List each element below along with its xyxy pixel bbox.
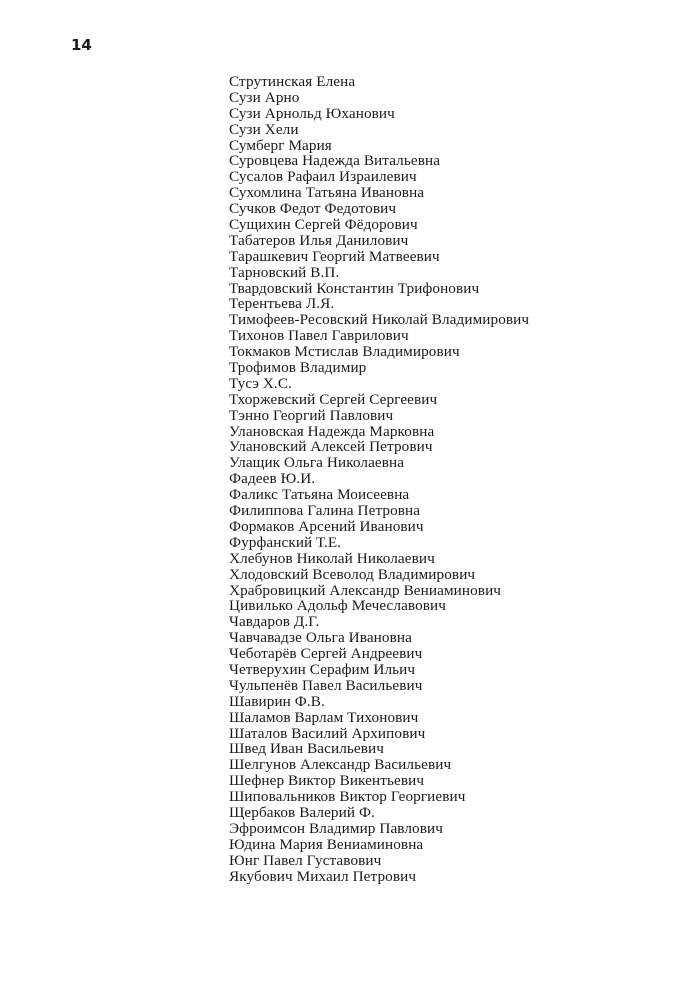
name-entry: Сумберг Мария — [229, 136, 332, 154]
name-entry: Храбровицкий Александр Вениаминович — [229, 581, 502, 599]
name-entry: Чеботарёв Сергей Андреевич — [229, 645, 423, 663]
name-entry: Юнг Павел Густавович — [229, 851, 382, 869]
name-entry: Тарновский В.П. — [229, 263, 340, 281]
name-entry: Шефнер Виктор Викентьевич — [229, 772, 425, 790]
name-entry: Фаликс Татьяна Моисеевна — [229, 486, 410, 504]
name-entry: Тэнно Георгий Павлович — [229, 406, 394, 424]
name-entry: Тхоржевский Сергей Сергеевич — [229, 390, 438, 408]
name-entry: Юдина Мария Вениаминовна — [229, 835, 424, 853]
name-entry: Швед Иван Васильевич — [229, 740, 384, 758]
name-entry: Сучков Федот Федотович — [229, 200, 397, 218]
names-list — [229, 74, 529, 884]
name-entry: Хлебунов Николай Николаевич — [229, 549, 435, 567]
name-entry: Тимофеев-Ресовский Николай Владимирович — [229, 311, 530, 329]
name-entry: Фадеев Ю.И. — [229, 470, 316, 488]
name-entry: Улановская Надежда Марковна — [229, 422, 435, 440]
name-entry: Сузи Арнольд Юханович — [229, 104, 395, 122]
name-entry: Улащик Ольга Николаевна — [229, 454, 405, 472]
name-entry: Фурфанский Т.Е. — [229, 533, 342, 551]
name-entry: Шаталов Василий Архипович — [229, 724, 426, 742]
name-entry: Шавирин Ф.В. — [229, 692, 325, 710]
name-entry: Эфроимсон Владимир Павлович — [229, 819, 443, 837]
name-entry: Тусэ Х.С. — [229, 374, 292, 392]
name-entry: Сухомлина Татьяна Ивановна — [229, 184, 425, 202]
name-entry: Струтинская Елена — [229, 73, 356, 90]
name-entry: Тихонов Павел Гаврилович — [229, 327, 409, 345]
name-entry: Четверухин Серафим Ильич — [229, 660, 416, 678]
name-entry: Табатеров Илья Данилович — [229, 231, 409, 249]
name-entry: Чавчавадзе Ольга Ивановна — [229, 629, 412, 647]
name-entry: Шаламов Варлам Тихонович — [229, 708, 419, 726]
name-entry: Терентьева Л.Я. — [229, 295, 335, 313]
name-entry: Сущихин Сергей Фёдорович — [229, 216, 418, 234]
name-entry: Филиппова Галина Петровна — [229, 502, 421, 520]
name-entry: Цивилько Адольф Мечеславович — [229, 597, 447, 615]
name-entry: Суровцева Надежда Витальевна — [229, 152, 441, 170]
name-entry: Шиповальников Виктор Георгиевич — [229, 788, 466, 806]
name-entry: Якубович Михаил Петрович — [229, 867, 417, 885]
name-entry: Токмаков Мстислав Владимирович — [229, 343, 460, 361]
name-entry: Трофимов Владимир — [229, 359, 367, 377]
name-entry: Хлодовский Всеволод Владимирович — [229, 565, 476, 583]
name-entry: Щербаков Валерий Ф. — [229, 803, 375, 821]
name-entry: Сузи Хели — [229, 120, 299, 138]
name-entry: Сузи Арно — [229, 88, 300, 106]
name-entry: Твардовский Константин Трифонович — [229, 279, 480, 297]
name-entry: Сусалов Рафаил Израилевич — [229, 168, 417, 186]
name-entry: Тарашкевич Георгий Матвеевич — [229, 247, 440, 265]
name-entry: Улановский Алексей Петрович — [229, 438, 433, 456]
name-entry: Чавдаров Д.Г. — [229, 613, 320, 631]
name-entry: Формаков Арсений Иванович — [229, 517, 424, 535]
name-entry: Шелгунов Александр Васильевич — [229, 756, 452, 774]
page-number: 14 — [71, 36, 92, 54]
name-entry: Чульпенёв Павел Васильевич — [229, 676, 423, 694]
